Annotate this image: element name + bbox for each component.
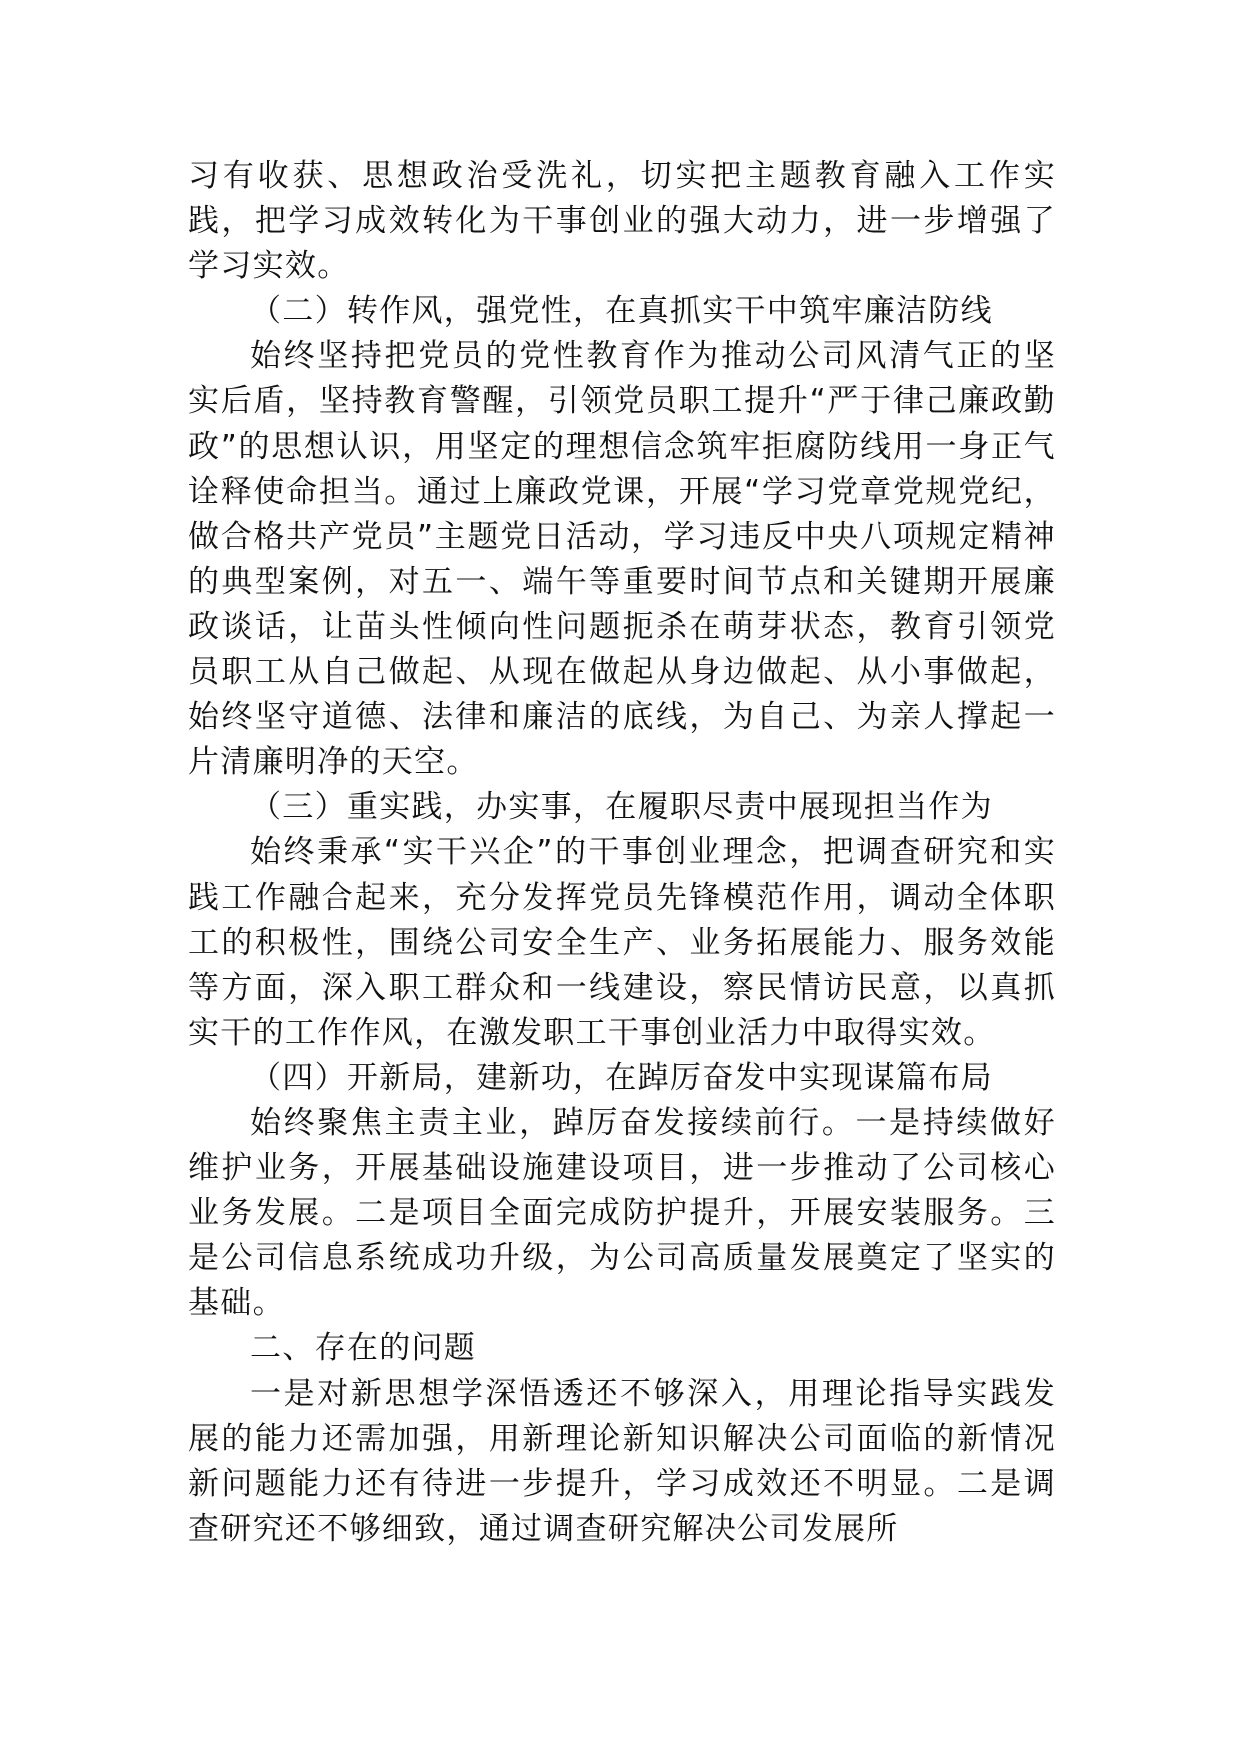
section-heading-problems: 二、存在的问题 [250, 1330, 477, 1367]
paragraph-new-situation: 始终聚焦主责主业，踔厉奋发接续前行。一是持续做好维护业务，开展基础设施建设项目，进一步推动了公司核心业务发展。二是项目全面完成防护提升，开展安装服务。三是公司信息系统成功升级，为公司高质量发展奠定了坚实的基础。 [188, 1104, 1056, 1322]
section-heading-4: （四）开新局，建新功，在踔厉奋发中实现谋篇布局 [250, 1059, 993, 1096]
section-heading-2: （二）转作风，强党性，在真抓实干中筑牢廉洁防线 [250, 293, 993, 330]
paragraph-practice: 始终秉承“实干兴企”的干事创业理念，把调查研究和实践工作融合起来，充分发挥党员先锋模范作用，调动全体职工的积极性，围绕公司安全生产、业务拓展能力、服务效能等方面，深入职工群众和一线建设，察民情访民意，以真抓实干的工作作风，在激发职工干事创业活力中取得实效。 [188, 834, 1056, 1051]
document-body [188, 154, 1056, 1552]
section-heading-3: （三）重实践，办实事，在履职尽责中展现担当作为 [250, 789, 993, 826]
paragraph-problems: 一是对新思想学深悟透还不够深入，用理论指导实践发展的能力还需加强，用新理论新知识解决公司面临的新情况新问题能力还有待进一步提升，学习成效还不明显。二是调查研究还不够细致，通过调查研究解决公司发展所 [188, 1375, 1056, 1547]
paragraph-continuation: 习有收获、思想政治受洗礼，切实把主题教育融入工作实践，把学习成效转化为干事创业的强大动力，进一步增强了学习实效。 [188, 158, 1056, 285]
paragraph-integrity: 始终坚持把党员的党性教育作为推动公司风清气正的坚实后盾，坚持教育警醒，引领党员职工提升“严于律己廉政勤政”的思想认识，用坚定的理想信念筑牢拒腐防线用一身正气诠释使命担当。通过上廉政党课，开展“学习党章党规党纪，做合格共产党员”主题党日活动，学习违反中央八项规定精神的典型案例，对五一、端午等重要时间节点和关键期开展廉政谈话，让苗头性倾向性问题扼杀在萌芽状态，教育引领党员职工从自己做起、从现在做起从身边做起、从小事做起，始终坚守道德、法律和廉洁的底线，为自己、为亲人撑起一片清廉明净的天空。 [188, 338, 1056, 781]
